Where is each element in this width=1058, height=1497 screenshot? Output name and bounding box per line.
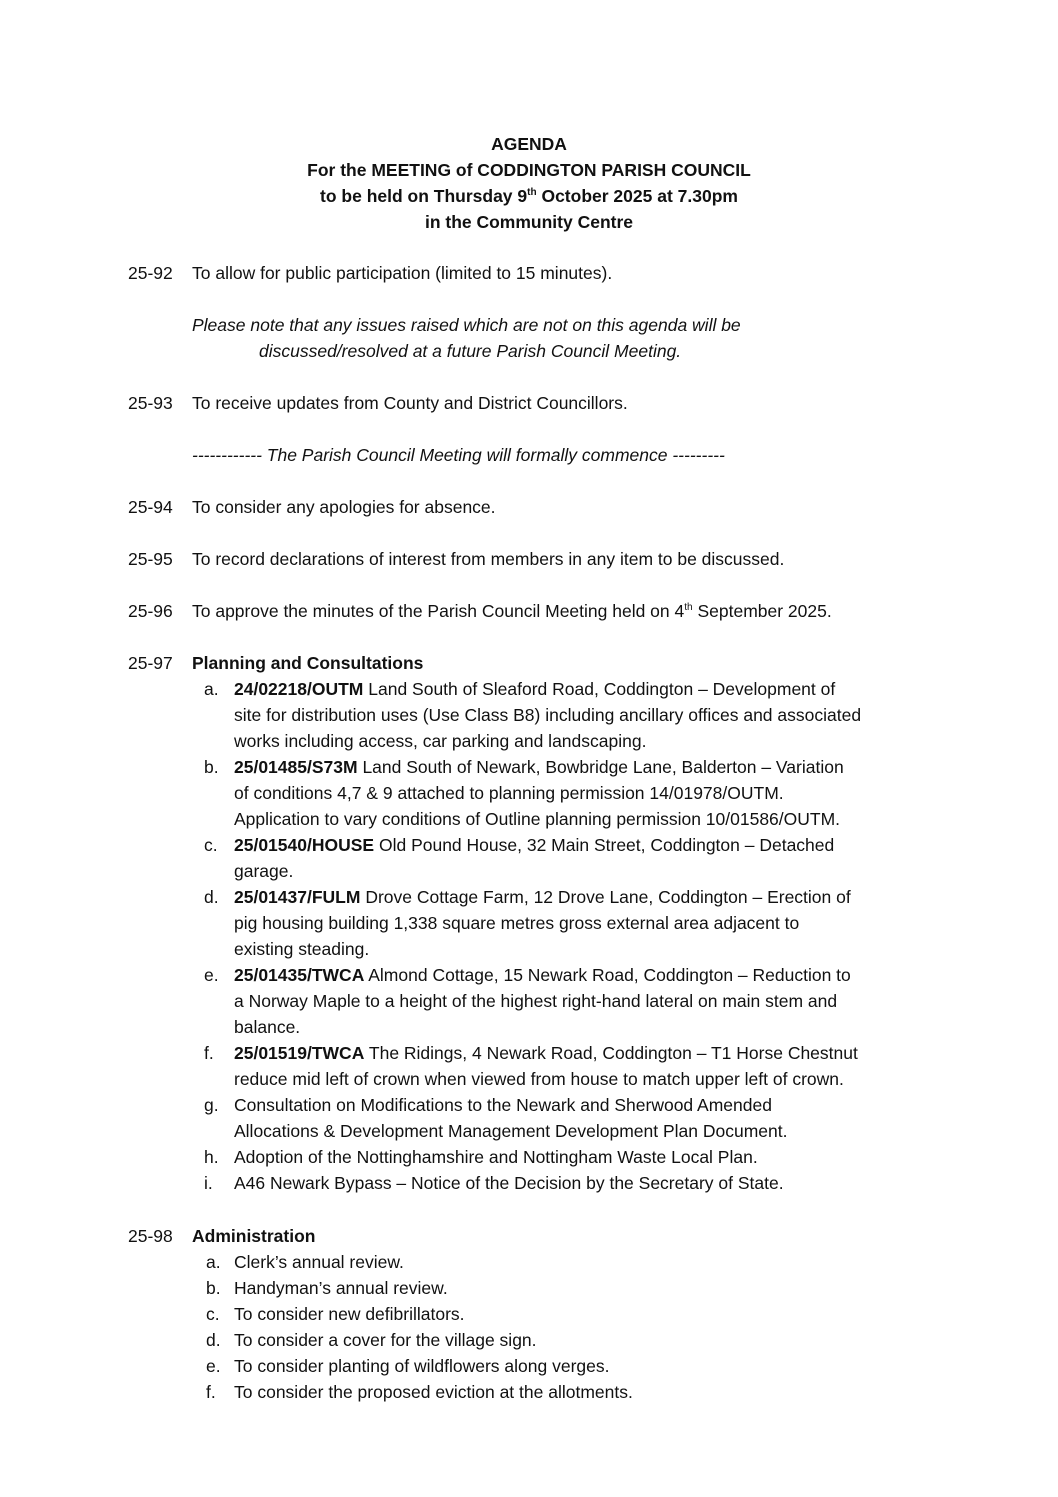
sub-item-letter: c. [204, 835, 218, 855]
sub-item-letter: h. [204, 1147, 219, 1167]
sub-item-letter: f. [204, 1043, 214, 1063]
application-reference: 25/01485/S73M [234, 757, 358, 777]
sub-item-line [234, 754, 948, 780]
sub-item-letter: i. [204, 1173, 213, 1193]
item-text: To approve the minutes of the Parish Council Meeting held on 4th September 2025. [192, 601, 832, 621]
sub-item-text [234, 1170, 948, 1196]
sub-item-line [234, 962, 948, 988]
agenda-item-25-97 [128, 650, 948, 1196]
agenda-header [0, 131, 1058, 235]
application-description: Almond Cottage, 15 Newark Road, Coddington – Reduction to [368, 965, 851, 985]
sub-item-line: Application to vary conditions of Outline planning permission 10/01586/OUTM. [234, 809, 841, 829]
sub-item-line [234, 1040, 948, 1066]
sub-item-line: pig housing building 1,338 square metres gross external area adjacent to [234, 913, 800, 933]
sub-item-text: Handyman’s annual review. [234, 1278, 448, 1298]
sub-item-line [234, 832, 948, 858]
planning-sub-items [128, 676, 948, 1196]
agenda-item-25-93 [128, 390, 948, 416]
sub-item-letter: g. [204, 1095, 219, 1115]
planning-sub-item [192, 676, 948, 754]
administration-sub-item [192, 1301, 948, 1327]
sub-item-text: Clerk’s annual review. [234, 1252, 404, 1272]
planning-sub-item [192, 884, 948, 962]
sub-item-text [234, 1144, 948, 1170]
application-description: Land South of Sleaford Road, Coddington – Development of [368, 679, 836, 699]
sub-item-letter: d. [206, 1330, 221, 1350]
sub-item-text [234, 962, 948, 1040]
administration-sub-item [192, 1275, 948, 1301]
administration-sub-items [128, 1249, 948, 1405]
sub-item-text [234, 832, 948, 884]
item-number: 25-95 [128, 549, 173, 569]
administration-sub-item [192, 1379, 948, 1405]
sub-item-line: garage. [234, 861, 294, 881]
meeting-name: For the MEETING of CODDINGTON PARISH COUNCIL [307, 160, 751, 180]
administration-sub-item [192, 1327, 948, 1353]
sub-item-text [234, 884, 948, 962]
sub-item-letter: e. [206, 1356, 221, 1376]
sub-item-line: a Norway Maple to a height of the highest right-hand lateral on main stem and [234, 991, 838, 1011]
sub-item-line: Adoption of the Nottinghamshire and Nottingham Waste Local Plan. [234, 1147, 758, 1167]
sub-item-text: To consider planting of wildflowers along verges. [234, 1356, 610, 1376]
planning-sub-item [192, 1144, 948, 1170]
sub-item-text: To consider the proposed eviction at the allotments. [234, 1382, 633, 1402]
application-description: Old Pound House, 32 Main Street, Coddington – Detached [378, 835, 835, 855]
item-number: 25-93 [128, 393, 173, 413]
item-number: 25-98 [128, 1226, 173, 1246]
sub-item-line: existing steading. [234, 939, 370, 959]
agenda-item-25-95 [128, 546, 948, 572]
public-participation-note: Please note that any issues raised which are not on this agenda will be discussed/resolved at a future Parish Council Meeting. [192, 315, 741, 361]
sub-item-letter: d. [204, 887, 219, 907]
administration-sub-item [192, 1249, 948, 1275]
sub-item-text: To consider new defibrillators. [234, 1304, 465, 1324]
item-number: 25-96 [128, 601, 173, 621]
sub-item-line: works including access, car parking and landscaping. [234, 731, 647, 751]
item-title: Planning and Consultations [192, 653, 424, 673]
sub-item-line: A46 Newark Bypass – Notice of the Decision by the Secretary of State. [234, 1173, 784, 1193]
item-number: 25-92 [128, 263, 173, 283]
agenda-item-25-98 [128, 1223, 948, 1405]
item-text: To allow for public participation (limited to 15 minutes). [192, 263, 613, 283]
item-number: 25-97 [128, 653, 173, 673]
sub-item-line: reduce mid left of crown when viewed from house to match upper left of crown. [234, 1069, 844, 1089]
item-text: To receive updates from County and District Councillors. [192, 393, 628, 413]
formal-commencement-note: ------------ The Parish Council Meeting will formally commence --------- [192, 445, 725, 465]
application-description: The Ridings, 4 Newark Road, Coddington – T1 Horse Chestnut [368, 1043, 858, 1063]
sub-item-letter: a. [204, 679, 219, 699]
application-reference: 25/01540/HOUSE [234, 835, 375, 855]
sub-item-line: balance. [234, 1017, 301, 1037]
sub-item-text [234, 1040, 948, 1092]
sub-item-line: Consultation on Modifications to the Newark and Sherwood Amended [234, 1095, 772, 1115]
agenda-item-25-96 [128, 598, 948, 624]
item-number: 25-94 [128, 497, 173, 517]
sub-item-line [234, 884, 948, 910]
sub-item-line [234, 676, 948, 702]
application-reference: 25/01437/FULM [234, 887, 361, 907]
sub-item-letter: c. [206, 1304, 220, 1324]
planning-sub-item [192, 1092, 948, 1144]
agenda-item-25-94 [128, 494, 948, 520]
sub-item-line: of conditions 4,7 & 9 attached to planning permission 14/01978/OUTM. [234, 783, 784, 803]
planning-sub-item [192, 1040, 948, 1092]
item-text: To consider any apologies for absence. [192, 497, 496, 517]
application-reference: 25/01435/TWCA [234, 965, 365, 985]
administration-sub-item [192, 1353, 948, 1379]
sub-item-text [234, 676, 948, 754]
sub-item-text: To consider a cover for the village sign. [234, 1330, 537, 1350]
planning-sub-item [192, 754, 948, 832]
application-description: Land South of Newark, Bowbridge Lane, Balderton – Variation [362, 757, 844, 777]
sub-item-letter: b. [206, 1278, 221, 1298]
sub-item-letter: a. [206, 1252, 221, 1272]
sub-item-letter: e. [204, 965, 219, 985]
agenda-item-25-92 [128, 260, 948, 286]
planning-sub-item [192, 962, 948, 1040]
sub-item-line: site for distribution uses (Use Class B8) including ancillary offices and associated [234, 705, 862, 725]
application-reference: 25/01519/TWCA [234, 1043, 365, 1063]
meeting-date: to be held on Thursday 9th October 2025 at 7.30pm [320, 186, 738, 206]
sub-item-letter: b. [204, 757, 219, 777]
planning-sub-item [192, 832, 948, 884]
sub-item-text [234, 1092, 948, 1144]
sub-item-letter: f. [206, 1382, 216, 1402]
planning-sub-item [192, 1170, 948, 1196]
sub-item-text [234, 754, 948, 832]
item-text: To record declarations of interest from members in any item to be discussed. [192, 549, 785, 569]
meeting-venue: in the Community Centre [424, 212, 634, 232]
application-description: Drove Cottage Farm, 12 Drove Lane, Coddington – Erection of [365, 887, 851, 907]
sub-item-line: Allocations & Development Management Development Plan Document. [234, 1121, 788, 1141]
application-reference: 24/02218/OUTM [234, 679, 364, 699]
agenda-title: AGENDA [491, 134, 567, 154]
item-title: Administration [192, 1226, 316, 1246]
